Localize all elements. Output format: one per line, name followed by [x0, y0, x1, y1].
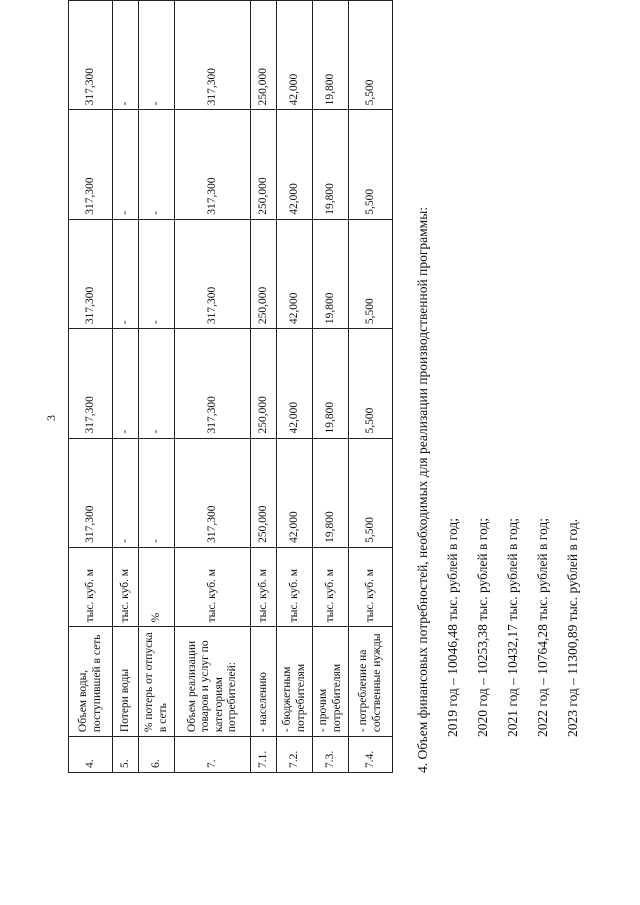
- row-value-cell: 19,800: [313, 1, 349, 110]
- row-value-cell: 42,000: [277, 110, 313, 219]
- row-value-cell: 5,500: [349, 329, 393, 438]
- row-value-cell: 317,300: [175, 110, 251, 219]
- row-unit-cell: тыс. куб. м: [349, 547, 393, 627]
- row-number-cell: 7.4.: [349, 737, 393, 773]
- row-value-cell: 19,800: [313, 110, 349, 219]
- row-name-cell: Объем реализации товаров и услуг по категориям потребителей:: [175, 627, 251, 737]
- row-value-cell: -: [113, 329, 139, 438]
- row-value-cell: 5,500: [349, 438, 393, 547]
- row-unit-cell: тыс. куб. м: [175, 547, 251, 627]
- row-value-cell: 317,300: [69, 219, 113, 328]
- table-row: [349, 1, 393, 773]
- table-row: [69, 1, 113, 773]
- row-value-cell: 42,000: [277, 1, 313, 110]
- row-value-cell: 317,300: [69, 438, 113, 547]
- row-value-cell: 317,300: [69, 110, 113, 219]
- row-value-cell: 317,300: [69, 329, 113, 438]
- row-value-cell: 250,000: [251, 329, 277, 438]
- row-value-cell: 250,000: [251, 110, 277, 219]
- row-name-cell: - населению: [251, 627, 277, 737]
- page-number: 3: [44, 415, 58, 421]
- row-number-cell: 7.1.: [251, 737, 277, 773]
- finance-title: 4. Объем финансовых потребностей, необходимых для реализации производственной программы:: [415, 206, 430, 773]
- row-name-cell: - прочим потребителям: [313, 627, 349, 737]
- row-value-cell: 317,300: [69, 1, 113, 110]
- row-value-cell: -: [113, 438, 139, 547]
- table-row: [113, 1, 139, 773]
- table-row: [139, 1, 175, 773]
- row-unit-cell: тыс. куб. м: [313, 547, 349, 627]
- row-value-cell: -: [139, 438, 175, 547]
- row-unit-cell: тыс. куб. м: [113, 547, 139, 627]
- row-value-cell: 5,500: [349, 1, 393, 110]
- row-value-cell: -: [139, 219, 175, 328]
- row-value-cell: 317,300: [175, 219, 251, 328]
- row-number-cell: 6.: [139, 737, 175, 773]
- finance-item: 2021 год – 10432,17 тыс. рублей в год;: [505, 518, 520, 737]
- row-unit-cell: тыс. куб. м: [277, 547, 313, 627]
- row-unit-cell: тыс. куб. м: [251, 547, 277, 627]
- row-value-cell: 250,000: [251, 219, 277, 328]
- row-name-cell: - бюджетным потребителям: [277, 627, 313, 737]
- row-name-cell: Потери воды: [113, 627, 139, 737]
- row-value-cell: 19,800: [313, 438, 349, 547]
- finance-section: [408, 153, 588, 773]
- table-body: [69, 1, 393, 773]
- table-row: [277, 1, 313, 773]
- production-table: [68, 0, 393, 773]
- row-value-cell: 317,300: [175, 329, 251, 438]
- row-value-cell: 42,000: [277, 329, 313, 438]
- row-name-cell: - потребление на собственные нужды: [349, 627, 393, 737]
- row-value-cell: -: [113, 110, 139, 219]
- row-number-cell: 7.: [175, 737, 251, 773]
- row-value-cell: -: [113, 1, 139, 110]
- row-value-cell: -: [139, 329, 175, 438]
- row-unit-cell: тыс. куб. м: [69, 547, 113, 627]
- row-value-cell: -: [139, 110, 175, 219]
- row-value-cell: 317,300: [175, 438, 251, 547]
- row-number-cell: 7.3.: [313, 737, 349, 773]
- row-value-cell: 250,000: [251, 438, 277, 547]
- row-number-cell: 5.: [113, 737, 139, 773]
- finance-item: 2019 год – 10046,48 тыс. рублей в год;: [445, 518, 460, 737]
- row-value-cell: 42,000: [277, 438, 313, 547]
- row-value-cell: 19,800: [313, 219, 349, 328]
- finance-item: 2020 год – 10253,38 тыс. рублей в год;: [475, 518, 490, 737]
- row-value-cell: 19,800: [313, 329, 349, 438]
- row-value-cell: -: [113, 219, 139, 328]
- row-value-cell: 5,500: [349, 110, 393, 219]
- row-name-cell: Объем воды, поступившей в сеть: [69, 627, 113, 737]
- table-row: [175, 1, 251, 773]
- row-value-cell: 317,300: [175, 1, 251, 110]
- table-row: [251, 1, 277, 773]
- row-value-cell: 5,500: [349, 219, 393, 328]
- row-number-cell: 4.: [69, 737, 113, 773]
- row-value-cell: 42,000: [277, 219, 313, 328]
- row-value-cell: -: [139, 1, 175, 110]
- table-row: [313, 1, 349, 773]
- row-number-cell: 7.2.: [277, 737, 313, 773]
- finance-item: 2022 год – 10764,28 тыс. рублей в год;: [535, 518, 550, 737]
- row-value-cell: 250,000: [251, 1, 277, 110]
- row-unit-cell: %: [139, 547, 175, 627]
- row-name-cell: % потерь от отпуска в сеть: [139, 627, 175, 737]
- finance-item: 2023 год – 11300,89 тыс. рублей в год.: [565, 518, 580, 737]
